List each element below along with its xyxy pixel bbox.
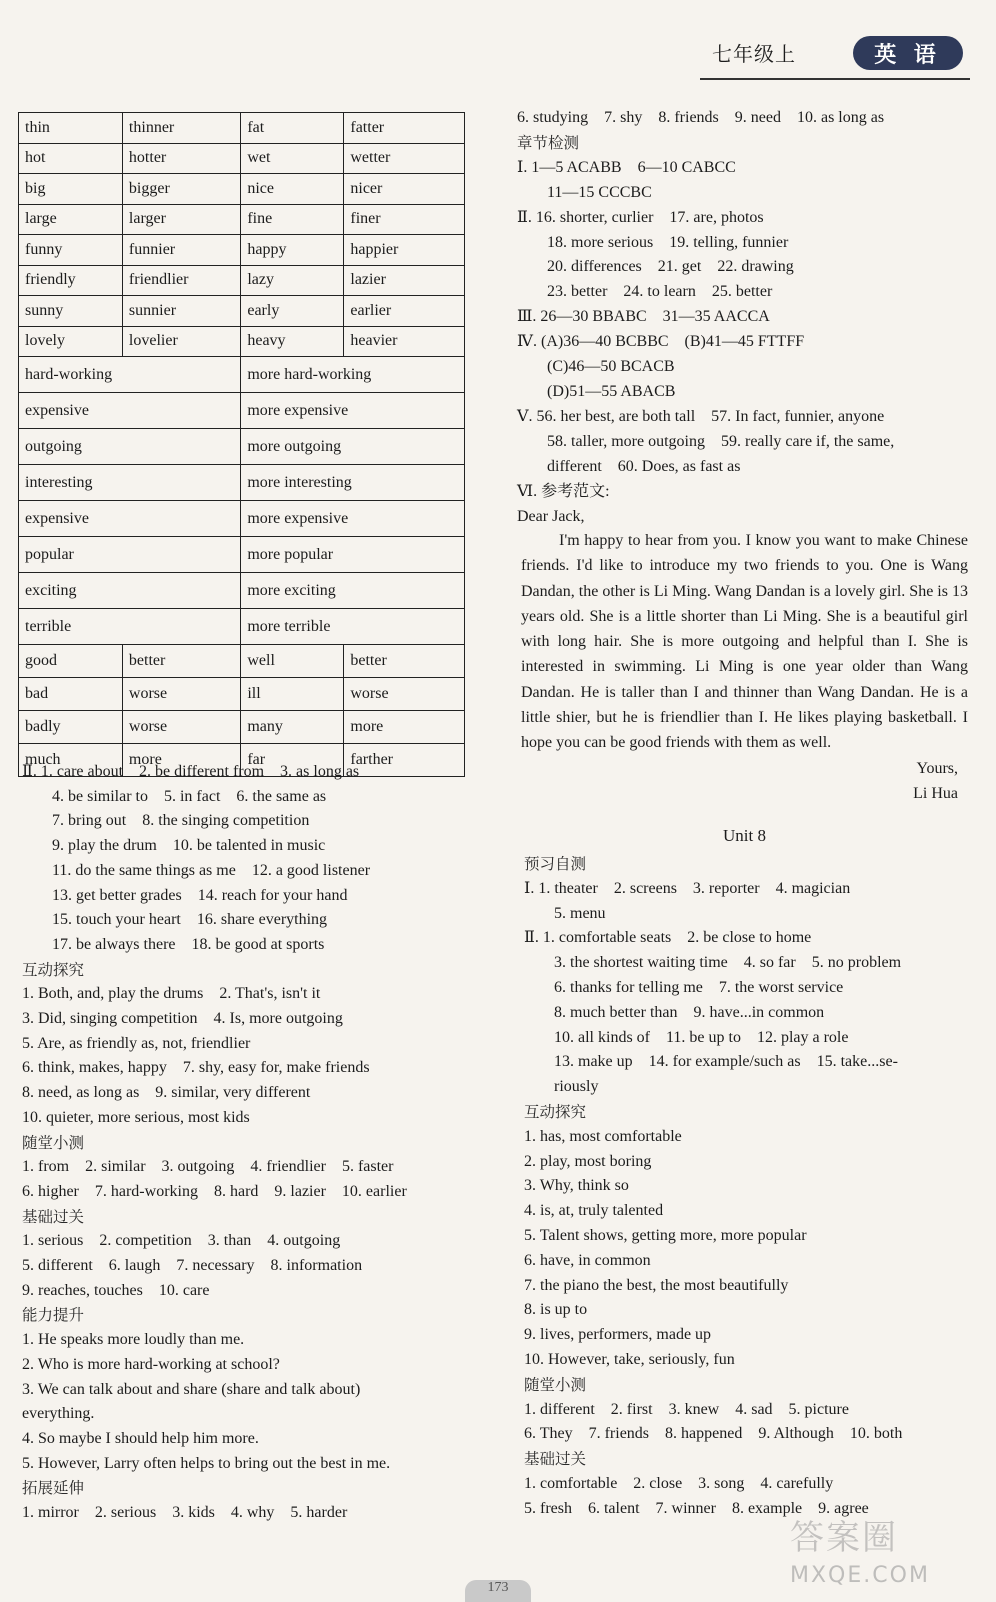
table-cell: more (122, 744, 240, 777)
table-cell: sunny (19, 296, 123, 327)
table-cell: fat (241, 113, 344, 144)
table-cell: nice (241, 174, 344, 205)
section-heading: 基础过关 (524, 1450, 587, 1469)
table-cell: interesting (19, 465, 241, 501)
answer-line: 9. reaches, touches 10. care (22, 1281, 210, 1299)
table-cell: well (241, 645, 344, 678)
table-cell: worse (344, 678, 465, 711)
table-cell: more hard-working (241, 357, 465, 393)
table-row (19, 204, 465, 235)
table-row (19, 429, 465, 465)
table-cell: ill (241, 678, 344, 711)
table-cell: friendly (19, 265, 123, 296)
answer-line: Ⅰ. 1—5 ACABB 6—10 CABCC (517, 158, 736, 176)
table-row (19, 393, 465, 429)
table-cell: more terrible (241, 609, 465, 645)
table-cell: lovely (19, 326, 123, 357)
answer-line: Ⅴ. 56. her best, are both tall 57. In fact, funnier, anyone (517, 407, 885, 425)
answer-line: 15. touch your heart 16. share everything (52, 911, 328, 929)
unit-title: Unit 8 (723, 826, 766, 845)
answer-line: 1. has, most comfortable (524, 1127, 682, 1145)
table-cell: more popular (241, 537, 465, 573)
table-cell: happy (241, 235, 344, 266)
table-cell: fine (241, 204, 344, 235)
answer-line: 17. be always there 18. be good at sports (52, 935, 325, 953)
table-cell: lazy (241, 265, 344, 296)
answer-line: 11. do the same things as me 12. a good listener (52, 861, 371, 879)
answer-line: 3. Did, singing competition 4. Is, more outgoing (22, 1010, 343, 1028)
table-cell: worse (122, 711, 240, 744)
answer-line: Ⅱ. 1. care about 2. be different from 3. as long as (22, 763, 360, 780)
table-cell: worse (122, 678, 240, 711)
right-column-top (517, 106, 967, 529)
answer-line: 8. is up to (524, 1301, 588, 1319)
table-cell: large (19, 204, 123, 235)
watermark-logo: 答案圈 (790, 1518, 898, 1558)
watermark (790, 1510, 980, 1590)
answer-line: Ⅱ. 1. comfortable seats 2. be close to home (524, 929, 812, 947)
answer-line: 1. serious 2. competition 3. than 4. outgoing (22, 1232, 341, 1250)
table-cell: wet (241, 143, 344, 174)
answer-line: 1. mirror 2. serious 3. kids 4. why 5. harder (22, 1504, 348, 1522)
table-cell: larger (122, 204, 240, 235)
answer-line: 2. play, most boring (524, 1152, 652, 1170)
section-heading: 章节检测 (517, 133, 580, 152)
table-cell: hot (19, 143, 123, 174)
answer-line: 2. Who is more hard-working at school? (22, 1355, 280, 1373)
header-rule (700, 78, 970, 80)
table-cell: funny (19, 235, 123, 266)
answer-line: 7. the piano the best, the most beautifully (524, 1276, 789, 1294)
section-heading: 能力提升 (22, 1306, 85, 1325)
table-cell: fatter (344, 113, 465, 144)
answer-line: 23. better 24. to learn 25. better (547, 283, 773, 301)
table-cell: farther (344, 744, 465, 777)
table-cell: bad (19, 678, 123, 711)
table-cell: many (241, 711, 344, 744)
section-heading: 随堂小测 (524, 1375, 587, 1394)
answer-line: 8. need, as long as 9. similar, very different (22, 1084, 311, 1102)
table-cell: expensive (19, 501, 241, 537)
answer-line: different 60. Does, as fast as (547, 457, 741, 475)
answer-line: 13. make up 14. for example/such as 15. take...se- (554, 1053, 898, 1071)
table-cell: lovelier (122, 326, 240, 357)
answer-line: 18. more serious 19. telling, funnier (547, 233, 789, 251)
answer-line: 10. quieter, more serious, most kids (22, 1108, 250, 1126)
answer-line: Ⅰ. 1. theater 2. screens 3. reporter 4. magician (524, 879, 851, 897)
table-cell: earlier (344, 296, 465, 327)
table-cell: more expensive (241, 501, 465, 537)
table-cell: hard-working (19, 357, 241, 393)
answer-line: 5. However, Larry often helps to bring out the best in me. (22, 1454, 391, 1472)
table-cell: thinner (122, 113, 240, 144)
table-cell: thin (19, 113, 123, 144)
watermark-url: MXQE.COM (790, 1563, 930, 1588)
section-heading: 互动探究 (22, 960, 85, 979)
table-cell: exciting (19, 573, 241, 609)
table-row (19, 501, 465, 537)
section-heading: 拓展延伸 (22, 1479, 85, 1498)
answer-line: Ⅱ. 16. shorter, curlier 17. are, photos (517, 208, 764, 226)
table-cell: good (19, 645, 123, 678)
header-subject-badge: 英 语 (853, 36, 963, 70)
table-row (19, 711, 465, 744)
letter-close: Yours, (916, 759, 958, 777)
answer-line: 58. taller, more outgoing 59. really care if, the same, (547, 432, 895, 450)
letter-signature: Li Hua (913, 784, 958, 802)
answer-line: 1. from 2. similar 3. outgoing 4. friendlier 5. faster (22, 1158, 394, 1176)
table-cell: heavier (344, 326, 465, 357)
table-cell: better (122, 645, 240, 678)
answer-line: 1. Both, and, play the drums 2. That's, isn't it (22, 985, 321, 1003)
answer-line: everything. (22, 1405, 95, 1423)
table-row (19, 537, 465, 573)
answer-line: riously (554, 1078, 599, 1096)
answer-line: (D)51—55 ABACB (547, 382, 676, 400)
answer-line: 5. different 6. laugh 7. necessary 8. information (22, 1257, 363, 1275)
letter-paragraph: I'm happy to hear from you. I know you want to make Chinese friends. I'd like to introduce my two friends to you. One is Wang Dandan, the other is Li Ming. Wang Dandan is a lovely girl. She is 13 years old. She is a little shorter than Li Ming. She is a beautiful girl with long hair. She is more outgoing and helpful than I. She is interested in swimming. Li Ming is one year older than Wang Dandan. He is taller than I and thinner than Wang Dandan. He is a little shier, but he is friendlier than I. He likes playing basketball. I hope you can be good friends with them as well. (521, 532, 968, 752)
table-row (19, 113, 465, 144)
table-row (19, 678, 465, 711)
section-heading: 随堂小测 (22, 1133, 85, 1152)
answer-line: 6. studying 7. shy 8. friends 9. need 10. as long as (517, 109, 885, 126)
letter-body (521, 528, 968, 806)
table-row (19, 296, 465, 327)
left-column (22, 760, 472, 1526)
answer-line: 1. different 2. first 3. knew 4. sad 5. picture (524, 1400, 849, 1418)
table-row (19, 609, 465, 645)
answer-line: 8. much better than 9. have...in common (554, 1003, 825, 1021)
table-cell: nicer (344, 174, 465, 205)
table-cell: heavy (241, 326, 344, 357)
table-cell: sunnier (122, 296, 240, 327)
section-heading: 基础过关 (22, 1207, 85, 1226)
answer-line: 13. get better grades 14. reach for your hand (52, 886, 348, 904)
table-cell: early (241, 296, 344, 327)
answer-line: Ⅲ. 26—30 BBABC 31—35 AACCA (517, 308, 770, 326)
answer-line: 9. lives, performers, made up (524, 1326, 712, 1344)
table-cell: wetter (344, 143, 465, 174)
answer-line: 4. be similar to 5. in fact 6. the same as (52, 787, 327, 805)
table-row (19, 265, 465, 296)
answer-line: 10. However, take, seriously, fun (524, 1350, 735, 1368)
table-row (19, 357, 465, 393)
answer-line: 11—15 CCCBC (547, 183, 652, 201)
section-heading: 互动探究 (524, 1102, 587, 1121)
answer-line: 9. play the drum 10. be talented in music (52, 837, 326, 855)
answer-line: 6. thanks for telling me 7. the worst service (554, 978, 844, 996)
answer-line: 7. bring out 8. the singing competition (52, 812, 310, 830)
answer-line: 5. Talent shows, getting more, more popular (524, 1226, 807, 1244)
answer-line: 5. fresh 6. talent 7. winner 8. example 9. agree (524, 1499, 869, 1517)
answer-line: Ⅵ. 参考范文: (517, 482, 610, 500)
table-cell: friendlier (122, 265, 240, 296)
table-cell: far (241, 744, 344, 777)
answer-line: 6. They 7. friends 8. happened 9. Although 10. both (524, 1425, 903, 1443)
table-cell: better (344, 645, 465, 678)
table-cell: much (19, 744, 123, 777)
answer-line: 5. Are, as friendly as, not, friendlier (22, 1034, 251, 1052)
table-cell: more expensive (241, 393, 465, 429)
answer-line: 10. all kinds of 11. be up to 12. play a role (554, 1028, 849, 1046)
table-row (19, 573, 465, 609)
answer-line: (C)46—50 BCACB (547, 358, 675, 376)
answer-line: 4. is, at, truly talented (524, 1202, 664, 1220)
table-cell: big (19, 174, 123, 205)
table-cell: expensive (19, 393, 241, 429)
answer-line: 3. We can talk about and share (share and talk about) (22, 1380, 361, 1398)
table-cell: more outgoing (241, 429, 465, 465)
table-cell: popular (19, 537, 241, 573)
right-column-bottom (524, 852, 970, 1522)
table-row (19, 326, 465, 357)
table-cell: more (344, 711, 465, 744)
comparative-table (18, 112, 465, 777)
table-row (19, 174, 465, 205)
page-number: 173 (465, 1580, 531, 1602)
table-row (19, 465, 465, 501)
table-row (19, 645, 465, 678)
answer-line: 3. the shortest waiting time 4. so far 5. no problem (554, 954, 902, 972)
answer-line: 6. higher 7. hard-working 8. hard 9. lazier 10. earlier (22, 1182, 407, 1200)
answer-line: 6. have, in common (524, 1251, 651, 1269)
table-cell: hotter (122, 143, 240, 174)
header-grade: 七年级上 (712, 44, 796, 66)
table-cell: more interesting (241, 465, 465, 501)
answer-line: 20. differences 21. get 22. drawing (547, 258, 794, 276)
table-cell: terrible (19, 609, 241, 645)
table-cell: happier (344, 235, 465, 266)
answer-line: 3. Why, think so (524, 1177, 629, 1195)
table-cell: finer (344, 204, 465, 235)
answer-line: Ⅳ. (A)36—40 BCBBC (B)41—45 FTTFF (517, 333, 805, 351)
section-heading: 预习自测 (524, 855, 587, 873)
table-cell: bigger (122, 174, 240, 205)
table-cell: lazier (344, 265, 465, 296)
answer-line: 1. He speaks more loudly than me. (22, 1331, 245, 1349)
table-cell: more exciting (241, 573, 465, 609)
answer-line: Dear Jack, (517, 507, 585, 525)
answer-line: 4. So maybe I should help him more. (22, 1429, 259, 1447)
answer-line: 1. comfortable 2. close 3. song 4. carefully (524, 1474, 834, 1492)
answer-line: 5. menu (554, 904, 606, 922)
table-cell: outgoing (19, 429, 241, 465)
answer-line: 6. think, makes, happy 7. shy, easy for, make friends (22, 1059, 370, 1077)
table-row (19, 143, 465, 174)
table-cell: badly (19, 711, 123, 744)
table-row (19, 235, 465, 266)
table-cell: funnier (122, 235, 240, 266)
